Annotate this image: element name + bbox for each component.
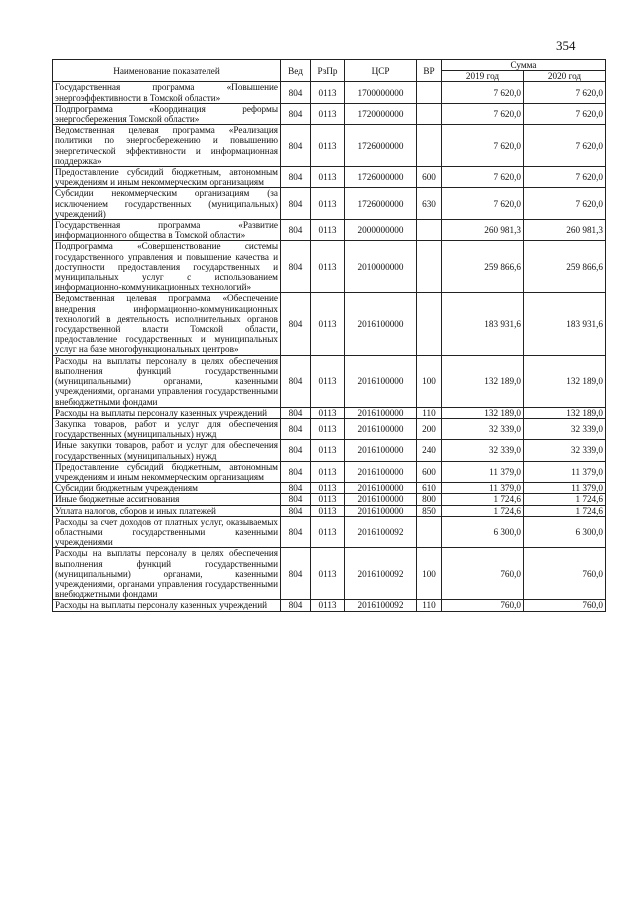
cell-ved: 804 bbox=[281, 167, 311, 188]
cell-sum-2019: 32 339,0 bbox=[442, 418, 524, 439]
cell-sum-2020: 7 620,0 bbox=[524, 82, 606, 103]
cell-vr: 600 bbox=[417, 461, 442, 482]
cell-ved: 804 bbox=[281, 461, 311, 482]
cell-vr bbox=[417, 82, 442, 103]
table-row bbox=[53, 600, 606, 611]
cell-sum-2019: 7 620,0 bbox=[442, 125, 524, 167]
cell-sum-2020: 32 339,0 bbox=[524, 440, 606, 461]
cell-csr: 2010000000 bbox=[345, 241, 417, 293]
cell-rzpr: 0113 bbox=[311, 167, 345, 188]
cell-csr: 1726000000 bbox=[345, 125, 417, 167]
cell-ved: 804 bbox=[281, 494, 311, 505]
cell-name: Расходы на выплаты персоналу в целях обеспечения выполнения функций государственными (муниципальными) органами, казенными учреждениями, органами управления государственными внебюджетными фондами bbox=[53, 548, 281, 600]
cell-vr: 850 bbox=[417, 505, 442, 516]
cell-rzpr: 0113 bbox=[311, 505, 345, 516]
cell-sum-2019: 259 866,6 bbox=[442, 241, 524, 293]
cell-rzpr: 0113 bbox=[311, 600, 345, 611]
table-row bbox=[53, 461, 606, 482]
cell-csr: 2016100000 bbox=[345, 355, 417, 407]
cell-ved: 804 bbox=[281, 600, 311, 611]
table-row bbox=[53, 188, 606, 220]
cell-rzpr: 0113 bbox=[311, 440, 345, 461]
cell-vr: 110 bbox=[417, 600, 442, 611]
cell-vr: 800 bbox=[417, 494, 442, 505]
cell-vr bbox=[417, 293, 442, 355]
cell-ved: 804 bbox=[281, 505, 311, 516]
cell-csr: 2016100000 bbox=[345, 418, 417, 439]
cell-csr: 1726000000 bbox=[345, 188, 417, 220]
cell-rzpr: 0113 bbox=[311, 407, 345, 418]
cell-rzpr: 0113 bbox=[311, 82, 345, 103]
cell-csr: 2016100000 bbox=[345, 461, 417, 482]
table-row bbox=[53, 167, 606, 188]
cell-rzpr: 0113 bbox=[311, 516, 345, 548]
cell-ved: 804 bbox=[281, 293, 311, 355]
cell-csr: 2016100000 bbox=[345, 505, 417, 516]
cell-rzpr: 0113 bbox=[311, 483, 345, 494]
cell-ved: 804 bbox=[281, 407, 311, 418]
cell-ved: 804 bbox=[281, 355, 311, 407]
cell-sum-2020: 7 620,0 bbox=[524, 167, 606, 188]
cell-csr: 2016100000 bbox=[345, 440, 417, 461]
cell-csr: 2016100000 bbox=[345, 494, 417, 505]
cell-sum-2019: 760,0 bbox=[442, 548, 524, 600]
cell-vr bbox=[417, 220, 442, 241]
cell-csr: 1720000000 bbox=[345, 103, 417, 124]
cell-vr bbox=[417, 516, 442, 548]
cell-name: Государственная программа «Развитие информационного общества в Томской области» bbox=[53, 220, 281, 241]
cell-sum-2019: 11 379,0 bbox=[442, 483, 524, 494]
col-header-rzpr: РзПр bbox=[311, 60, 345, 82]
cell-name: Иные бюджетные ассигнования bbox=[53, 494, 281, 505]
cell-rzpr: 0113 bbox=[311, 125, 345, 167]
cell-sum-2019: 1 724,6 bbox=[442, 494, 524, 505]
cell-vr: 200 bbox=[417, 418, 442, 439]
table-row bbox=[53, 293, 606, 355]
cell-vr: 610 bbox=[417, 483, 442, 494]
col-header-name: Наименование показателей bbox=[53, 60, 281, 82]
cell-name: Подпрограмма «Координация реформы энергосбережения Томской области» bbox=[53, 103, 281, 124]
cell-ved: 804 bbox=[281, 220, 311, 241]
cell-vr bbox=[417, 125, 442, 167]
cell-rzpr: 0113 bbox=[311, 241, 345, 293]
cell-rzpr: 0113 bbox=[311, 461, 345, 482]
cell-ved: 804 bbox=[281, 188, 311, 220]
cell-csr: 2016100092 bbox=[345, 516, 417, 548]
cell-sum-2020: 259 866,6 bbox=[524, 241, 606, 293]
cell-sum-2020: 183 931,6 bbox=[524, 293, 606, 355]
cell-sum-2019: 7 620,0 bbox=[442, 82, 524, 103]
col-header-ved: Вед bbox=[281, 60, 311, 82]
cell-csr: 2016100000 bbox=[345, 293, 417, 355]
table-row bbox=[53, 505, 606, 516]
cell-ved: 804 bbox=[281, 440, 311, 461]
cell-vr: 100 bbox=[417, 355, 442, 407]
cell-ved: 804 bbox=[281, 125, 311, 167]
table-body bbox=[53, 82, 606, 611]
cell-sum-2020: 6 300,0 bbox=[524, 516, 606, 548]
cell-name: Государственная программа «Повышение энергоэффективности в Томской области» bbox=[53, 82, 281, 103]
cell-sum-2020: 11 379,0 bbox=[524, 483, 606, 494]
cell-sum-2019: 260 981,3 bbox=[442, 220, 524, 241]
table-header bbox=[53, 60, 606, 82]
cell-sum-2020: 760,0 bbox=[524, 600, 606, 611]
cell-sum-2019: 11 379,0 bbox=[442, 461, 524, 482]
cell-name: Предоставление субсидий бюджетным, автономным учреждениям и иным некоммерческим организациям bbox=[53, 461, 281, 482]
cell-rzpr: 0113 bbox=[311, 103, 345, 124]
col-header-vr: ВР bbox=[417, 60, 442, 82]
cell-csr: 2016100092 bbox=[345, 600, 417, 611]
table-row bbox=[53, 516, 606, 548]
cell-name: Ведомственная целевая программа «Реализация политики по энергосбережению и повышению энергетической эффективности и информационная поддержка» bbox=[53, 125, 281, 167]
table-row bbox=[53, 355, 606, 407]
cell-name: Субсидии бюджетным учреждениям bbox=[53, 483, 281, 494]
cell-csr: 2016100092 bbox=[345, 548, 417, 600]
cell-sum-2020: 132 189,0 bbox=[524, 355, 606, 407]
cell-name: Подпрограмма «Совершенствование системы государственного управления и повышение качества и доступности предоставления государственных и муниципальных услуг с использованием информационно-коммуникационных технологий» bbox=[53, 241, 281, 293]
cell-csr: 1700000000 bbox=[345, 82, 417, 103]
table-row bbox=[53, 407, 606, 418]
cell-rzpr: 0113 bbox=[311, 355, 345, 407]
cell-rzpr: 0113 bbox=[311, 188, 345, 220]
cell-ved: 804 bbox=[281, 516, 311, 548]
table-row bbox=[53, 82, 606, 103]
cell-name: Уплата налогов, сборов и иных платежей bbox=[53, 505, 281, 516]
cell-rzpr: 0113 bbox=[311, 494, 345, 505]
cell-ved: 804 bbox=[281, 82, 311, 103]
cell-ved: 804 bbox=[281, 548, 311, 600]
cell-name: Субсидии некоммерческим организациям (за исключением государственных (муниципальных) учреждений) bbox=[53, 188, 281, 220]
cell-vr bbox=[417, 103, 442, 124]
table-row bbox=[53, 241, 606, 293]
cell-name: Иные закупки товаров, работ и услуг для обеспечения государственных (муниципальных) нужд bbox=[53, 440, 281, 461]
cell-sum-2020: 260 981,3 bbox=[524, 220, 606, 241]
cell-name: Расходы на выплаты персоналу казенных учреждений bbox=[53, 407, 281, 418]
cell-name: Расходы на выплаты персоналу казенных учреждений bbox=[53, 600, 281, 611]
col-header-sum: Сумма bbox=[442, 60, 606, 71]
table-row bbox=[53, 483, 606, 494]
col-header-2019: 2019 год bbox=[442, 71, 524, 82]
cell-sum-2019: 7 620,0 bbox=[442, 188, 524, 220]
cell-sum-2020: 7 620,0 bbox=[524, 125, 606, 167]
budget-table bbox=[52, 59, 606, 612]
cell-ved: 804 bbox=[281, 418, 311, 439]
cell-vr: 600 bbox=[417, 167, 442, 188]
table-row bbox=[53, 440, 606, 461]
cell-sum-2019: 183 931,6 bbox=[442, 293, 524, 355]
cell-name: Ведомственная целевая программа «Обеспечение внедрения информационно-коммуникационных технологий в деятельность исполнительных органов государственной власти Томской области, предоставление государственных и муниципальных услуг на базе многофункциональных центров» bbox=[53, 293, 281, 355]
table-row bbox=[53, 220, 606, 241]
cell-vr: 100 bbox=[417, 548, 442, 600]
table-row bbox=[53, 103, 606, 124]
table-row bbox=[53, 418, 606, 439]
cell-sum-2019: 760,0 bbox=[442, 600, 524, 611]
cell-sum-2019: 132 189,0 bbox=[442, 355, 524, 407]
cell-name: Предоставление субсидий бюджетным, автономным учреждениям и иным некоммерческим организациям bbox=[53, 167, 281, 188]
cell-rzpr: 0113 bbox=[311, 548, 345, 600]
cell-rzpr: 0113 bbox=[311, 418, 345, 439]
cell-sum-2020: 7 620,0 bbox=[524, 188, 606, 220]
page-number: 354 bbox=[556, 38, 576, 53]
cell-sum-2019: 6 300,0 bbox=[442, 516, 524, 548]
cell-name: Расходы на выплаты персоналу в целях обеспечения выполнения функций государственными (муниципальными) органами, казенными учреждениями, органами управления государственными внебюджетными фондами bbox=[53, 355, 281, 407]
table-row bbox=[53, 548, 606, 600]
cell-sum-2019: 32 339,0 bbox=[442, 440, 524, 461]
cell-sum-2019: 1 724,6 bbox=[442, 505, 524, 516]
cell-vr: 630 bbox=[417, 188, 442, 220]
cell-sum-2020: 132 189,0 bbox=[524, 407, 606, 418]
cell-csr: 2016100000 bbox=[345, 407, 417, 418]
cell-vr: 240 bbox=[417, 440, 442, 461]
cell-sum-2020: 1 724,6 bbox=[524, 494, 606, 505]
cell-rzpr: 0113 bbox=[311, 293, 345, 355]
cell-sum-2019: 7 620,0 bbox=[442, 103, 524, 124]
col-header-2020: 2020 год bbox=[524, 71, 606, 82]
cell-sum-2019: 7 620,0 bbox=[442, 167, 524, 188]
cell-ved: 804 bbox=[281, 103, 311, 124]
table-row bbox=[53, 494, 606, 505]
col-header-csr: ЦСР bbox=[345, 60, 417, 82]
cell-csr: 1726000000 bbox=[345, 167, 417, 188]
cell-sum-2020: 760,0 bbox=[524, 548, 606, 600]
cell-vr: 110 bbox=[417, 407, 442, 418]
cell-csr: 2000000000 bbox=[345, 220, 417, 241]
cell-sum-2020: 7 620,0 bbox=[524, 103, 606, 124]
cell-ved: 804 bbox=[281, 241, 311, 293]
cell-vr bbox=[417, 241, 442, 293]
cell-sum-2020: 32 339,0 bbox=[524, 418, 606, 439]
cell-sum-2020: 11 379,0 bbox=[524, 461, 606, 482]
cell-sum-2020: 1 724,6 bbox=[524, 505, 606, 516]
cell-csr: 2016100000 bbox=[345, 483, 417, 494]
cell-name: Закупка товаров, работ и услуг для обеспечения государственных (муниципальных) нужд bbox=[53, 418, 281, 439]
cell-name: Расходы за счет доходов от платных услуг, оказываемых областными государственными казенными учреждениями bbox=[53, 516, 281, 548]
table-row bbox=[53, 125, 606, 167]
cell-rzpr: 0113 bbox=[311, 220, 345, 241]
cell-sum-2019: 132 189,0 bbox=[442, 407, 524, 418]
cell-ved: 804 bbox=[281, 483, 311, 494]
